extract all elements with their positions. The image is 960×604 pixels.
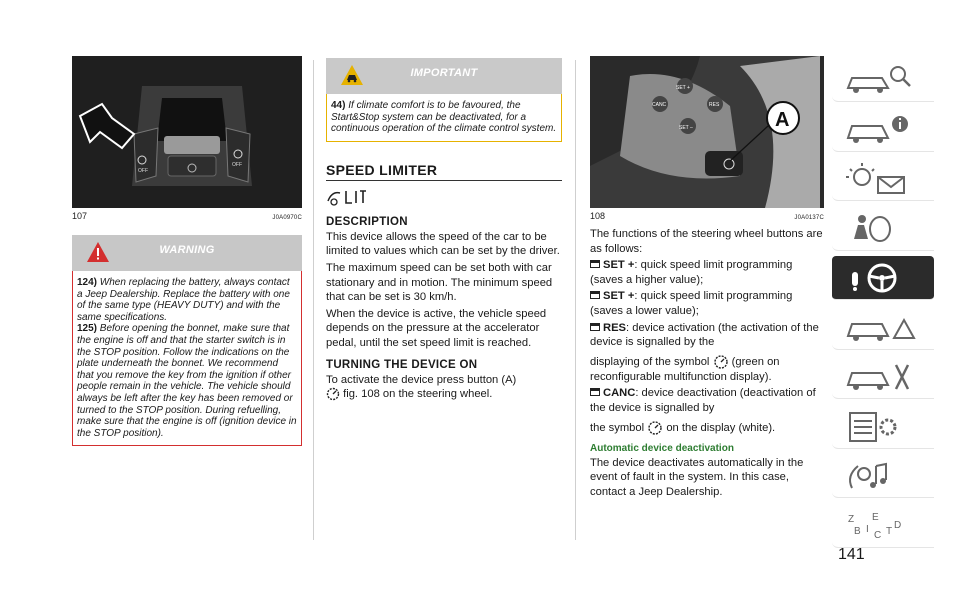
- btn-set-plus: SET +: [676, 85, 690, 91]
- speed-limiter-symbol-icon: [326, 187, 374, 207]
- warning-title: WARNING: [159, 244, 215, 256]
- important-title: IMPORTANT: [410, 67, 478, 79]
- index-icon: [842, 508, 922, 544]
- car-service-icon: [842, 359, 922, 395]
- function-item: SET +: quick speed limit programming (saves a higher value);: [590, 259, 793, 286]
- tab-car-service[interactable]: [832, 355, 934, 399]
- function-item: RES: device activation (the activation of the device is signalled by the displaying of the symbol (green on reconfigurable multifunction display).: [590, 321, 819, 383]
- page-number: 141: [838, 546, 865, 563]
- tab-warning-lights[interactable]: [832, 157, 934, 201]
- turning-on-heading: TURNING THE DEVICE ON: [326, 358, 478, 371]
- auto-deactivation-heading: Automatic device deactivation: [590, 442, 734, 454]
- btn-res: RES: [709, 102, 720, 108]
- steering-wheel-icon: [842, 260, 922, 296]
- warning-item: 125) Before opening the bonnet, make sure that the engine is off and that the starter switch is in the STOP position. Follow the indications on the plate underneath the bonnet. We recommend that you remove the key from the ignition if other people remain in the vehicle. The vehicle should always be left after the key has been removed or turned to the STOP position. During refuelling, make sure that the engine is off (ignition device in the STOP position).: [77, 323, 297, 439]
- off-label-right: OFF: [232, 162, 242, 168]
- callout-a: A: [775, 109, 790, 131]
- paragraph: When the device is active, the vehicle speed depends on the pressure at the accelerator pedal, until the set speed limit is reached.: [326, 307, 547, 349]
- airbag-icon: [842, 211, 922, 247]
- description-heading: DESCRIPTION: [326, 215, 408, 228]
- paragraph: The device deactivates automatically in the event of fault in the system. In this case, contact a Jeep Dealership.: [590, 456, 804, 498]
- speed-limiter-icon: [647, 420, 663, 436]
- steering-wheel-illustration: [590, 56, 820, 208]
- figure-107-caption: [72, 211, 302, 221]
- figure-number: 107: [72, 211, 88, 221]
- column-left: [72, 56, 302, 446]
- car-info-icon: [842, 112, 922, 148]
- tab-multimedia[interactable]: [832, 454, 934, 498]
- section-heading: SPEED LIMITER: [326, 162, 562, 181]
- warning-banner: [72, 235, 302, 271]
- svg-text:E: E: [872, 511, 879, 523]
- svg-text:Z: Z: [848, 513, 855, 525]
- paragraph: To activate the device press button (A) fig. 108 on the steering wheel.: [326, 373, 517, 401]
- figure-108-photo: [590, 56, 824, 208]
- figure-108-caption: [590, 211, 824, 221]
- warning-item: 124) When replacing the battery, always contact a Jeep Dealership. Replace the battery with one of the same type (HEAVY DUTY) and with the same specifications.: [77, 277, 290, 323]
- btn-canc: CANC: [652, 102, 667, 108]
- warning-light-icon: [842, 161, 922, 197]
- bullet-icon: [590, 291, 600, 299]
- important-banner: [326, 58, 562, 94]
- paragraph: The maximum speed can be set both with car stationary and in motion. The minimum speed that can be set is 30 km/h.: [326, 261, 553, 304]
- warning-box: [72, 271, 302, 446]
- column-right: [590, 56, 824, 499]
- important-box: 44) If climate comfort is to be favoured, the Start&Stop system can be deactivated, for a continuous operation of the climate control system.: [326, 94, 562, 142]
- paragraph: This device allows the speed of the car to be limited to values which can be set by the driver.: [326, 230, 560, 258]
- functions-intro: The functions of the steering wheel buttons are as follows:: [590, 228, 823, 255]
- figure-107-photo: [72, 56, 302, 208]
- function-item: CANC: device deactivation (deactivation of the device is signalled by the symbol on the display (white).: [590, 386, 824, 435]
- tab-index[interactable]: [832, 504, 934, 548]
- figure-number: 108: [590, 211, 606, 221]
- car-search-icon: [842, 62, 922, 98]
- bullet-icon: [590, 260, 600, 268]
- speed-limiter-icon: [713, 354, 729, 370]
- bullet-icon: [590, 388, 600, 396]
- column-divider: [313, 60, 314, 540]
- function-item: SET +: quick speed limit programming (saves a lower value);: [590, 290, 793, 317]
- svg-text:B: B: [854, 525, 861, 537]
- svg-text:T: T: [886, 525, 893, 537]
- off-label-left: OFF: [138, 168, 148, 174]
- column-divider: [575, 60, 576, 540]
- bullet-icon: [590, 323, 600, 331]
- figure-code: J0A0137C: [794, 215, 824, 221]
- svg-text:I: I: [866, 523, 869, 535]
- svg-text:C: C: [874, 529, 882, 541]
- tab-car-info[interactable]: [832, 108, 934, 152]
- tab-airbag[interactable]: [832, 207, 934, 251]
- column-middle: [326, 56, 562, 402]
- speed-limiter-icon: [326, 387, 340, 401]
- tab-steering-wheel-active[interactable]: [832, 256, 934, 300]
- chapter-sidebar: [832, 58, 934, 553]
- tab-car-warning[interactable]: [832, 306, 934, 350]
- svg-text:D: D: [894, 519, 902, 531]
- multimedia-icon: [842, 458, 922, 494]
- btn-set-minus: SET –: [679, 125, 693, 131]
- tab-car-search[interactable]: [832, 58, 934, 102]
- figure-code: J0A0970C: [272, 215, 302, 221]
- tab-specifications[interactable]: [832, 405, 934, 449]
- car-warning-icon: [842, 310, 922, 346]
- specifications-icon: [842, 409, 922, 445]
- start-stop-buttons-illustration: [72, 56, 302, 208]
